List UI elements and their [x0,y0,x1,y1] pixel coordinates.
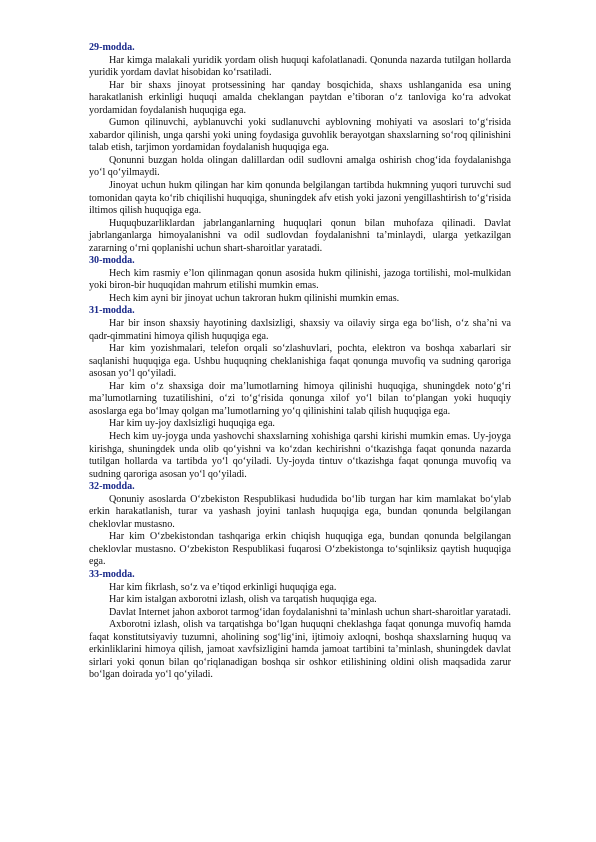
document-body [89,42,511,682]
paragraph: Axborotni izlash, olish va tarqatishga bo‘lgan huquqni cheklashga faqat qonunga muvofiq hamda faqat konstitutsiyaviy tuzumni, aholining sog‘lig‘ini, ijtimoiy axloqni, boshqa shaxslarning huquq va erkinliklarini himoya qilish, jamoat xavfsizligini hamda jamoat tartibini ta’minlash, shuningdek davlat sirlari yoki qonun bilan qo‘riqlanadigan boshqa sir oshkor etilishining oldini olish maqsadida zarur bo‘lgan doirada yo‘l qo‘yiladi. [89,619,511,681]
paragraph: Hech kim uy-joyga unda yashovchi shaxslarning xohishiga qarshi kirishi mumkin emas. Uy-joyga kirishga, shuningdek unda olib qo‘yishni va ko‘zdan kechirishni o‘tkazishga faqat qonunda nazarda tutilgan hollarda va tartibda yo‘l qo‘yiladi. Uy-joyda tintuv o‘tkazishga faqat qonunga muvofiq va sudning qaroriga asosan yo‘l qo‘yiladi. [89,430,511,480]
paragraph: Har bir shaxs jinoyat protsessining har qanday bosqichida, shaxs ushlanganida esa uning harakatlanish erkinligi huquqi amalda cheklangan paytdan e’tiboran o‘z tanloviga ko‘ra advokat yordamidan foydalanish huquqiga ega. [89,79,511,116]
paragraph: Har kim istalgan axborotni izlash, olish va tarqatish huquqiga ega. [109,594,377,606]
paragraph: Qonuniy asoslarda O‘zbekiston Respublikasi hududida bo‘lib turgan har kim mamlakat bo‘ylab erkin harakatlanish, turar va yashash joyini tanlash huquqiga ega, bundan qonunda belgilangan cheklovlar mustasno. [89,493,511,530]
article-heading: 33-modda. [89,568,135,580]
paragraph: Har kim uy-joy daxlsizligi huquqiga ega. [109,418,275,430]
paragraph: Har kimga malakali yuridik yordam olish huquqi kafolatlanadi. Qonunda nazarda tutilgan hollarda yuridik yordam davlat hisobidan ko‘rsatiladi. [89,54,511,79]
paragraph: Jinoyat uchun hukm qilingan har kim qonunda belgilangan tartibda hukmning yuqori turuvchi sud tomonidan qayta ko‘rib chiqilishi huquqiga, shuningdek afv etish yoki jazoni yengillashtirish to‘g‘risida iltimos qilish huquqiga ega. [89,180,511,217]
paragraph: Hech kim ayni bir jinoyat uchun takroran hukm qilinishi mumkin emas. [109,292,400,304]
paragraph: Har kim o‘z shaxsiga doir ma’lumotlarning himoya qilinishi huquqiga, shuningdek noto‘g‘ri ma’lumotlarning tuzatilishini, o‘zi to‘g‘risida qonunga xilof yo‘l bilan to‘plangan yoki huquqiy asoslarga ega bo‘lmay qolgan ma’lumotlarning yo‘q qilinishini talab qilish huquqiga ega. [89,380,511,417]
paragraph: Har kim fikrlash, so‘z va e’tiqod erkinligi huquqiga ega. [109,581,337,593]
article-heading: 31-modda. [89,305,135,317]
paragraph: Huquqbuzarliklardan jabrlanganlarning huquqlari qonun bilan muhofaza qilinadi. Davlat jabrlanganlarga himoyalanishni va odil sudlovdan foydalanishni ta’minlaydi, ularga yetkazilgan zararning o‘rni qoplanishi uchun shart-sharoitlar yaratadi. [89,217,511,254]
article-heading: 29-modda. [89,42,135,53]
paragraph: Har bir inson shaxsiy hayotining daxlsizligi, shaxsiy va oilaviy sirga ega bo‘lish, o‘z sha’ni va qadr-qimmatini himoya qilish huquqiga ega. [89,318,511,342]
paragraph: Har kim yozishmalari, telefon orqali so‘zlashuvlari, pochta, elektron va boshqa xabarlari sir saqlanishi huquqiga ega. Ushbu huquqning cheklanishiga faqat qonunga muvofiq va sudning qaroriga asosan yo‘l qo‘yiladi. [89,343,511,380]
article-heading: 30-modda. [89,255,135,267]
paragraph: Har kim O‘zbekistondan tashqariga erkin chiqish huquqiga ega, bundan qonunda belgilangan cheklovlar mustasno. O‘zbekiston Respublikasi fuqarosi O‘zbekistonga to‘sqinliksiz qaytish huquqiga ega. [89,531,511,568]
paragraph: Qonunni buzgan holda olingan dalillardan odil sudlovni amalga oshirish chog‘ida foydalanishga yo‘l qo‘yilmaydi. [89,154,511,179]
article-heading: 32-modda. [89,481,135,493]
paragraph: Hech kim rasmiy e’lon qilinmagan qonun asosida hukm qilinishi, jazoga tortilishi, mol-mulkidan yoki biron-bir huquqidan mahrum etilishi mumkin emas. [89,267,511,292]
paragraph: Gumon qilinuvchi, ayblanuvchi yoki sudlanuvchi ayblovning mohiyati va asoslari to‘g‘risida xabardor qilinish, unga qarshi yoki uning foydasiga guvohlik berayotgan shaxslarning so‘roq qilinishini talab etish, tarjimon yordamidan foydalanish huquqiga ega. [89,117,511,154]
paragraph: Davlat Internet jahon axborot tarmog‘idan foydalanishni ta’minlash uchun shart-sharoitlar yaratadi. [109,606,511,618]
